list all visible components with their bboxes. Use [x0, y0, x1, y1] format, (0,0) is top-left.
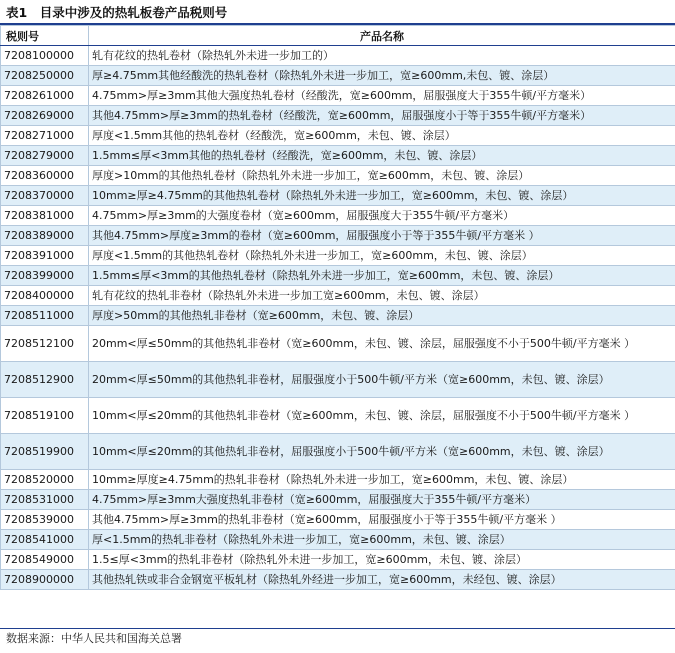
table-cell-name: 其他4.75mm>厚≥3mm的热轧非卷材（宽≥600mm，屈服强度小于等于355牛顿/平方毫米 ） [89, 510, 675, 530]
table-cell-name: 轧有花纹的热轧非卷材（除热轧外未进一步加工宽≥600mm，未包、镀、涂层） [89, 286, 675, 306]
header-code: 税则号 [1, 26, 89, 46]
table-cell-code: 7208512900 [1, 362, 89, 398]
table-cell-code: 7208900000 [1, 570, 89, 590]
table-cell-code: 7208391000 [1, 246, 89, 266]
table-cell-name: 4.75mm>厚≥3mm其他大强度热轧卷材（经酸洗，宽≥600mm，屈服强度大于355牛顿/平方毫米） [89, 86, 675, 106]
table-cell-code: 7208520000 [1, 470, 89, 490]
table-cell-code: 7208360000 [1, 166, 89, 186]
tariff-table [0, 25, 675, 590]
table-cell-name: 1.5mm≤厚<3mm的其他热轧卷材（除热轧外未进一步加工，宽≥600mm，未包、镀、涂层） [89, 266, 675, 286]
table-cell-name: 20mm<厚≤50mm的其他热轧非卷材，屈服强度小于500牛顿/平方米（宽≥600mm，未包、镀、涂层） [89, 362, 675, 398]
table-cell-code: 7208549000 [1, 550, 89, 570]
table-header-row [1, 26, 675, 46]
table-cell-code: 7208100000 [1, 46, 89, 66]
table-cell-code: 7208400000 [1, 286, 89, 306]
table-cell-name: 厚度>10mm的其他热轧卷材（除热轧外未进一步加工，宽≥600mm，未包、镀、涂层） [89, 166, 675, 186]
table-cell-name: 厚度>50mm的其他热轧非卷材（宽≥600mm，未包、镀、涂层） [89, 306, 675, 326]
table-cell-code: 7208539000 [1, 510, 89, 530]
table-cell-code: 7208261000 [1, 86, 89, 106]
table-cell-code: 7208370000 [1, 186, 89, 206]
table-cell-name: 其他热轧铁或非合金钢宽平板轧材（除热轧外经进一步加工，宽≥600mm，未经包、镀、涂层） [89, 570, 675, 590]
table-cell-name: 其他4.75mm>厚度≥3mm的卷材（宽≥600mm，屈服强度小于等于355牛顿/平方毫米 ） [89, 226, 675, 246]
table-cell-code: 7208381000 [1, 206, 89, 226]
table-cell-name: 10mm≥厚≥4.75mm的其他热轧卷材（除热轧外未进一步加工，宽≥600mm，未包、镀、涂层） [89, 186, 675, 206]
table-cell-code: 7208271000 [1, 126, 89, 146]
table-cell-name: 10mm<厚≤20mm的其他热轧非卷材（宽≥600mm，未包、镀、涂层，屈服强度不小于500牛顿/平方毫米 ） [89, 398, 675, 434]
table-cell-name: 10mm<厚≤20mm的其他热轧非卷材，屈服强度小于500牛顿/平方米（宽≥600mm，未包、镀、涂层） [89, 434, 675, 470]
table-cell-code: 7208512100 [1, 326, 89, 362]
table-cell-code: 7208389000 [1, 226, 89, 246]
table-cell-name: 厚度<1.5mm的其他热轧卷材（除热轧外未进一步加工，宽≥600mm，未包、镀、涂层） [89, 246, 675, 266]
table-cell-name: 4.75mm>厚≥3mm大强度热轧非卷材（宽≥600mm，屈服强度大于355牛顿/平方毫米） [89, 490, 675, 510]
table-cell-name: 1.5mm≤厚<3mm其他的热轧卷材（经酸洗，宽≥600mm，未包、镀、涂层） [89, 146, 675, 166]
table-cell-name: 厚度<1.5mm其他的热轧卷材（经酸洗，宽≥600mm，未包、镀、涂层） [89, 126, 675, 146]
header-name: 产品名称 [89, 26, 675, 46]
table-cell-name: 20mm<厚≤50mm的其他热轧非卷材（宽≥600mm，未包、镀、涂层，屈服强度不小于500牛顿/平方毫米 ） [89, 326, 675, 362]
table-cell-code: 7208511000 [1, 306, 89, 326]
table-cell-code: 7208250000 [1, 66, 89, 86]
table-cell-name: 4.75mm>厚≥3mm的大强度卷材（宽≥600mm，屈服强度大于355牛顿/平方毫米） [89, 206, 675, 226]
table-cell-code: 7208399000 [1, 266, 89, 286]
table-cell-code: 7208279000 [1, 146, 89, 166]
table-cell-code: 7208269000 [1, 106, 89, 126]
table-cell-name: 厚≥4.75mm其他经酸洗的热轧卷材（除热轧外未进一步加工，宽≥600mm,未包、镀、涂层） [89, 66, 675, 86]
table-cell-name: 其他4.75mm>厚≥3mm的热轧卷材（经酸洗，宽≥600mm，屈服强度小于等于355牛顿/平方毫米） [89, 106, 675, 126]
source-note: 数据来源：中华人民共和国海关总署 [6, 632, 182, 645]
table-cell-name: 轧有花纹的热轧卷材（除热轧外未进一步加工的） [89, 46, 675, 66]
table-cell-code: 7208519900 [1, 434, 89, 470]
table-cell-code: 7208519100 [1, 398, 89, 434]
table-cell-code: 7208531000 [1, 490, 89, 510]
table-cell-name: 10mm≥厚度≥4.75mm的热轧非卷材（除热轧外未进一步加工，宽≥600mm，未包、镀、涂层） [89, 470, 675, 490]
table-cell-name: 厚<1.5mm的热轧非卷材（除热轧外未进一步加工，宽≥600mm，未包、镀、涂层） [89, 530, 675, 550]
table-cell-code: 7208541000 [1, 530, 89, 550]
table-cell-name: 1.5≤厚<3mm的热轧非卷材（除热轧外未进一步加工，宽≥600mm，未包、镀、涂层） [89, 550, 675, 570]
table-title: 表1 目录中涉及的热轧板卷产品税则号 [6, 5, 228, 20]
